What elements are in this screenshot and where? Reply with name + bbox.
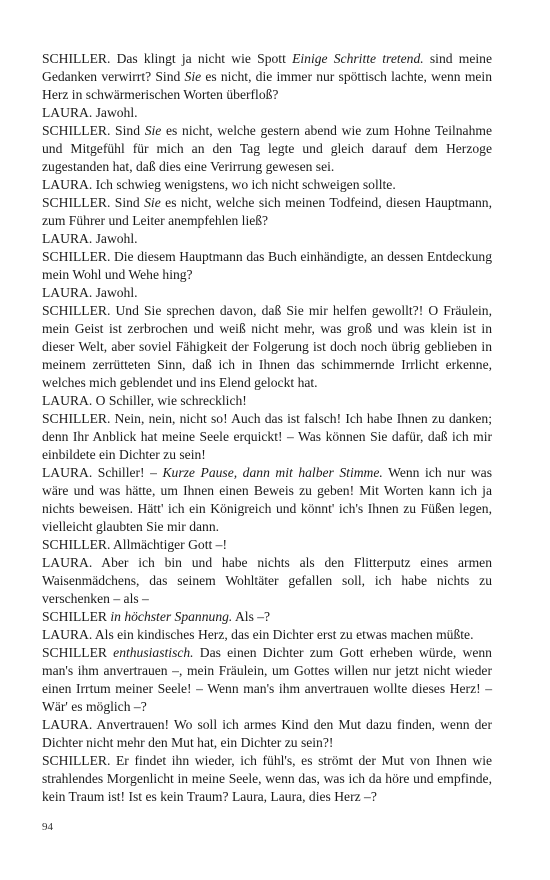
dialogue-line: SCHILLER. Die diesem Hauptmann das Buch einhändigte, an dessen Entdeckung mein Wohl und Wehe hing? (42, 249, 492, 282)
dialogue-line: es nicht, welche sich meinen Todfeind, diesen Hauptmann, zum Führer und Leiter anempfehlen ließ? (42, 195, 492, 228)
page-number: 94 (42, 821, 53, 833)
dialogue-paragraph (42, 248, 492, 284)
dialogue-line: LAURA. Aber ich bin und habe nichts als den Flitterputz eines armen Waisenmädchens, das seinem Wohltäter gefallen soll, ich habe nichts zu verschenken – als – (42, 555, 492, 606)
dialogue-paragraph (42, 410, 492, 464)
dialogue-paragraph (42, 392, 492, 410)
dialogue-paragraph (42, 104, 492, 122)
dialogue-paragraph (42, 554, 492, 608)
dialogue-paragraph (42, 536, 492, 554)
dialogue-line: SCHILLER (42, 645, 114, 660)
dialogue-line: es nicht, die immer nur spöttisch lachte, wenn mein Herz in schwärmerischen Worten überfloß? (42, 69, 493, 102)
dialogue-paragraph (42, 176, 492, 194)
dialogue-line: SCHILLER. Sind (42, 123, 145, 138)
dialogue-line: LAURA. O Schiller, wie schrecklich! (42, 393, 247, 408)
dialogue-paragraph (42, 644, 492, 716)
dialogue-paragraph (42, 752, 492, 806)
dialogue-line: SCHILLER. Das klingt ja nicht wie Spott (42, 51, 293, 66)
dialogue-line: SCHILLER. Er findet ihn wieder, ich fühl's, es strömt der Mut von Ihnen wie strahlendes Morgenlicht in meine Seele, wenn das, was ich da höre und empfinde, kein Traum ist! Ist es kein Traum? Laura, Laura, dies Herz –? (42, 753, 492, 804)
stage-direction: enthusiastisch. (113, 645, 194, 660)
stage-direction: in höchster Spannung. (110, 609, 233, 624)
dialogue-text (42, 50, 492, 806)
dialogue-line: SCHILLER. Und Sie sprechen davon, daß Sie mir helfen gewollt?! O Fräulein, mein Geist ist zerbrochen und weiß nicht mehr, was groß und was klein ist in dieser Welt, aber soviel Fähigkeit der Folgerung ist doch noch übrig geblieben in meinem zerrütteten Sinn, daß ich in Ihnen das schimmernde Irrlicht erkenne, welches mich geblendet und ins Elend gelockt hat. (42, 303, 492, 390)
dialogue-line: SCHILLER. Allmächtiger Gott –! (42, 537, 228, 552)
dialogue-line: LAURA. Als ein kindisches Herz, das ein Dichter erst zu etwas machen müßte. (42, 627, 474, 642)
dialogue-line: LAURA. Jawohl. (42, 231, 138, 246)
dialogue-line: SCHILLER. Sind (42, 195, 145, 210)
dialogue-line: LAURA. Anvertrauen! Wo soll ich armes Kind den Mut dazu finden, wenn der Dichter nicht mehr den Mut hat, ein Dichter zu sein?! (42, 717, 492, 750)
stage-direction: Einige Schritte tretend. (292, 51, 424, 66)
dialogue-paragraph (42, 284, 492, 302)
dialogue-paragraph (42, 464, 492, 536)
dialogue-paragraph (42, 230, 492, 248)
dialogue-line: SCHILLER (42, 609, 111, 624)
dialogue-paragraph (42, 122, 492, 176)
dialogue-paragraph (42, 50, 492, 104)
dialogue-paragraph (42, 194, 492, 230)
dialogue-paragraph (42, 608, 492, 626)
dialogue-paragraph (42, 626, 492, 644)
dialogue-line: LAURA. Schiller! – (42, 465, 163, 480)
dialogue-line: LAURA. Ich schwieg wenigstens, wo ich nicht schweigen sollte. (42, 177, 396, 192)
dialogue-line: es nicht, welche gestern abend wie zum Hohne Teilnahme und Mitgefühl für mich an den Tag legte und gleich darauf dem Herzoge zugestanden hat, daß dies eine Verirrung gewesen sei. (42, 123, 492, 174)
dialogue-line: LAURA. Jawohl. (42, 105, 138, 120)
stage-direction: Sie (144, 195, 161, 210)
dialogue-line: sind meine Gedanken verwirrt? Sind (42, 51, 492, 84)
stage-direction: Kurze Pause, dann mit halber Stimme. (162, 465, 383, 480)
dialogue-paragraph (42, 302, 492, 392)
stage-direction: Sie (144, 123, 162, 138)
dialogue-line: Als –? (232, 609, 271, 624)
dialogue-line: SCHILLER. Nein, nein, nicht so! Auch das ist falsch! Ich habe Ihnen zu danken; denn Ihr Anblick hat meine Seele erquickt! – Was können Sie dafür, daß ich mir einbildete ein Dichter zu sein! (42, 411, 492, 462)
dialogue-line: LAURA. Jawohl. (42, 285, 138, 300)
dialogue-line: Wenn ich nur was wäre und was hätte, um Ihnen einen Beweis zu geben! Mit Worten kann ich ja nichts beweisen. Hätt' ich ein Königreich und könnt' ich's Ihnen zu Füßen legen, vielleicht glaubten Sie mir dann. (42, 465, 492, 534)
dialogue-line: Das einen Dichter zum Gott erheben würde, wenn man's ihm anvertrauen –, mein Fräulein, um Gottes willen nur jetzt nicht wieder einen Irrtum meiner Seele! – Wenn man's ihm anvertrauen wollte dieses Herz! – Wär' es möglich –? (42, 645, 492, 714)
dialogue-paragraph (42, 716, 492, 752)
stage-direction: Sie (184, 69, 202, 84)
